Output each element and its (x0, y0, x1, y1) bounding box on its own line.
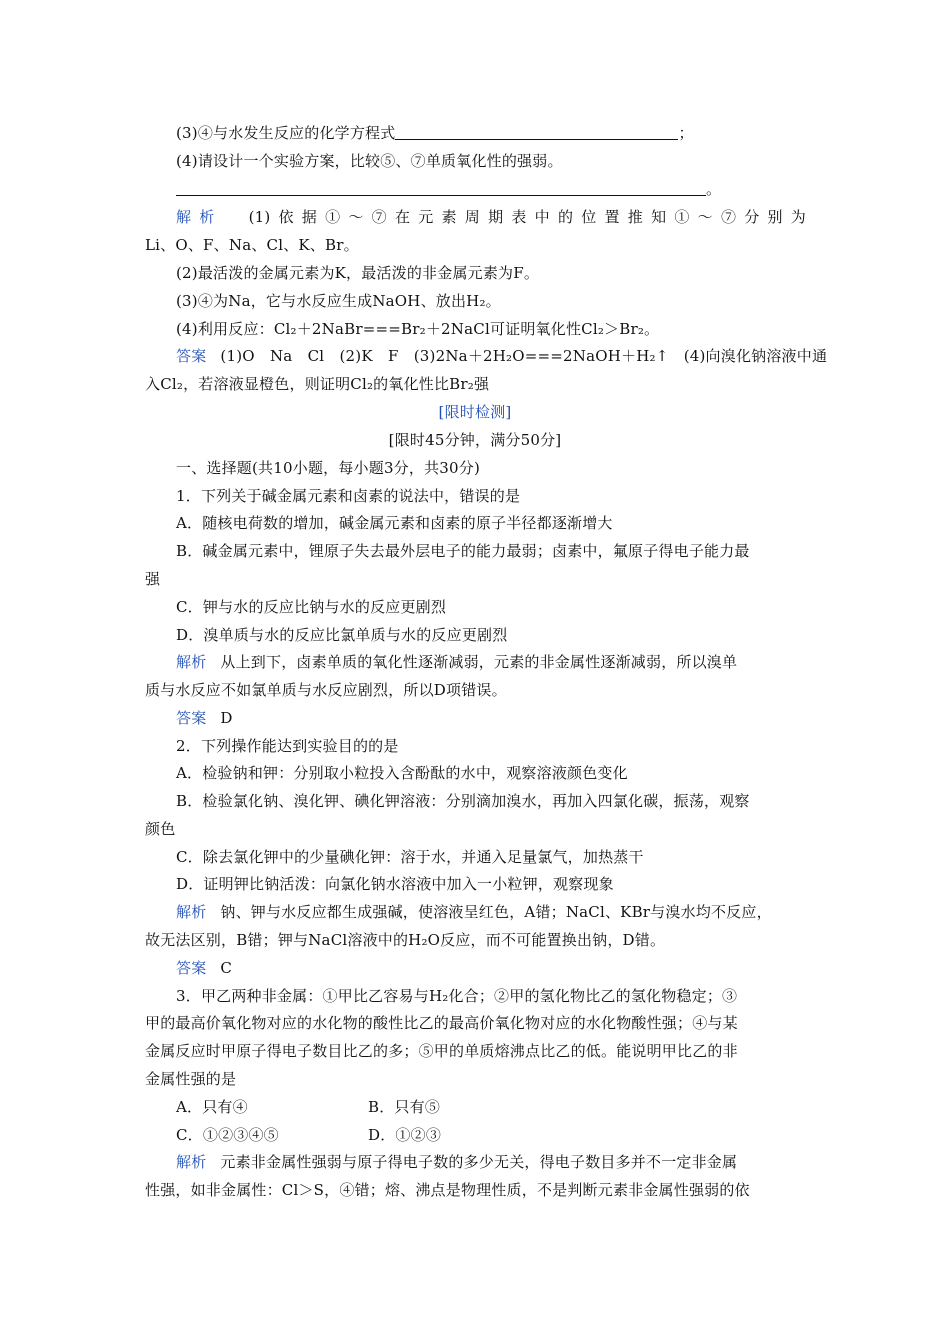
q3-stem-line2: 甲的最高价氧化物对应的水化物的酸性比乙的最高价氧化物对应的水化物酸性强；④与某 (145, 1014, 738, 1032)
q2-option-a: A．检验钠和钾：分别取小粒投入含酚酞的水中，观察溶液颜色变化 (176, 764, 628, 782)
explain1-line4: (3)④为Na，它与水反应生成NaOH、放出H₂。 (176, 292, 501, 310)
q1-answer-value: D (220, 709, 233, 727)
answer1-line2: 入Cl₂，若溶液显橙色，则证明Cl₂的氧化性比Br₂强 (145, 375, 490, 393)
explain1-line2: Li、O、F、Na、Cl、K、Br。 (145, 236, 359, 254)
q2-option-b-line2: 颜色 (145, 820, 176, 838)
q3-line (176, 123, 694, 143)
q4-suffix: 。 (706, 180, 722, 198)
q3-stem-line1: 3．甲乙两种非金属：①甲比乙容易与H₂化合；②甲的氢化物比乙的氢化物稳定；③ (176, 987, 738, 1005)
explain-tag: 解析 (176, 653, 207, 671)
answer1-line1 (176, 346, 827, 366)
q3-prefix: (3)④与水发生反应的化学方程式 (176, 124, 396, 142)
q1-answer (176, 708, 233, 728)
q1-option-b-line1: B．碱金属元素中，锂原子失去最外层电子的能力最弱；卤素中，氟原子得电子能力最 (176, 542, 750, 560)
part-heading: 一、选择题(共10小题，每小题3分，共30分) (176, 459, 481, 477)
q3-stem-line4: 金属性强的是 (145, 1070, 237, 1088)
q4-blank-line (176, 179, 721, 199)
q1-option-a: A．随核电荷数的增加，碱金属元素和卤素的原子半径都逐渐增大 (176, 514, 613, 532)
q1-option-c: C．钾与水的反应比钠与水的反应更剧烈 (176, 598, 447, 616)
section-title: [限时检测] (438, 403, 512, 421)
q2-explain-line1 (176, 902, 772, 922)
explain1-text: (1)依据①～⑦在元素周期表中的位置推知①～⑦分别为 (248, 208, 806, 226)
q2-answer (176, 958, 232, 978)
q4-text: (4)请设计一个实验方案，比较⑤、⑦单质氧化性的强弱。 (176, 152, 563, 170)
q1-explain-text: 从上到下，卤素单质的氧化性逐渐减弱，元素的非金属性逐渐减弱，所以溴单 (220, 653, 738, 671)
time-limit: [限时45分钟，满分50分] (388, 431, 562, 449)
answer-blank (176, 181, 706, 196)
explain-tag: 解析 (176, 1153, 207, 1171)
answer-blank (395, 125, 678, 140)
explain1-line5: (4)利用反应：Cl₂＋2NaBr===Br₂＋2NaCl可证明氧化性Cl₂＞Br₂。 (176, 320, 660, 338)
explain1-line1 (176, 207, 806, 227)
q2-option-c: C．除去氯化钾中的少量碘化钾：溶于水，并通入足量氯气，加热蒸干 (176, 848, 644, 866)
answer1-text: (1)O Na Cl (2)K F (3)2Na＋2H₂O===2NaOH＋H₂↑ (4)向溴化钠溶液中通 (220, 347, 828, 365)
q1-stem: 1．下列关于碱金属元素和卤素的说法中，错误的是 (176, 487, 521, 505)
q1-option-d: D．溴单质与水的反应比氯单质与水的反应更剧烈 (176, 626, 508, 644)
q1-explain-line2: 质与水反应不如氯单质与水反应剧烈，所以D项错误。 (145, 681, 507, 699)
q3-option-a: A．只有④ (176, 1098, 248, 1116)
explain-tag: 解析 (176, 208, 223, 226)
q2-stem: 2．下列操作能达到实验目的的是 (176, 737, 399, 755)
q3-explain-text: 元素非金属性强弱与原子得电子数的多少无关，得电子数目多并不一定非金属 (220, 1153, 738, 1171)
q2-option-b-line1: B．检验氯化钠、溴化钾、碘化钾溶液：分别滴加溴水，再加入四氯化碳，振荡，观察 (176, 792, 750, 810)
q3-explain-line1 (176, 1152, 737, 1172)
q3-stem-line3: 金属反应时甲原子得电子数目比乙的多；⑤甲的单质熔沸点比乙的低。能说明甲比乙的非 (145, 1042, 738, 1060)
q2-explain-text: 钠、钾与水反应都生成强碱，使溶液呈红色，A错；NaCl、KBr与溴水均不反应， (220, 903, 772, 921)
answer-tag: 答案 (176, 347, 207, 365)
q3-option-c: C．①②③④⑤ (176, 1126, 279, 1144)
explain-tag: 解析 (176, 903, 207, 921)
q1-explain-line1 (176, 652, 737, 672)
answer-tag: 答案 (176, 959, 207, 977)
q2-explain-line2: 故无法区别，B错；钾与NaCl溶液中的H₂O反应，而不可能置换出钠，D错。 (145, 931, 666, 949)
q3-option-b: B．只有⑤ (368, 1098, 441, 1116)
q2-answer-value: C (220, 959, 233, 977)
q1-option-b-line2: 强 (145, 570, 161, 588)
explain1-line3: (2)最活泼的金属元素为K，最活泼的非金属元素为F。 (176, 264, 540, 282)
q2-option-d: D．证明钾比钠活泼：向氯化钠水溶液中加入一小粒钾，观察现象 (176, 875, 614, 893)
q3-suffix: ； (678, 124, 694, 142)
q3-option-d: D．①②③ (368, 1126, 442, 1144)
answer-tag: 答案 (176, 709, 207, 727)
q3-explain-line2: 性强，如非金属性：Cl＞S，④错；熔、沸点是物理性质，不是判断元素非金属性强弱的依 (145, 1181, 750, 1199)
